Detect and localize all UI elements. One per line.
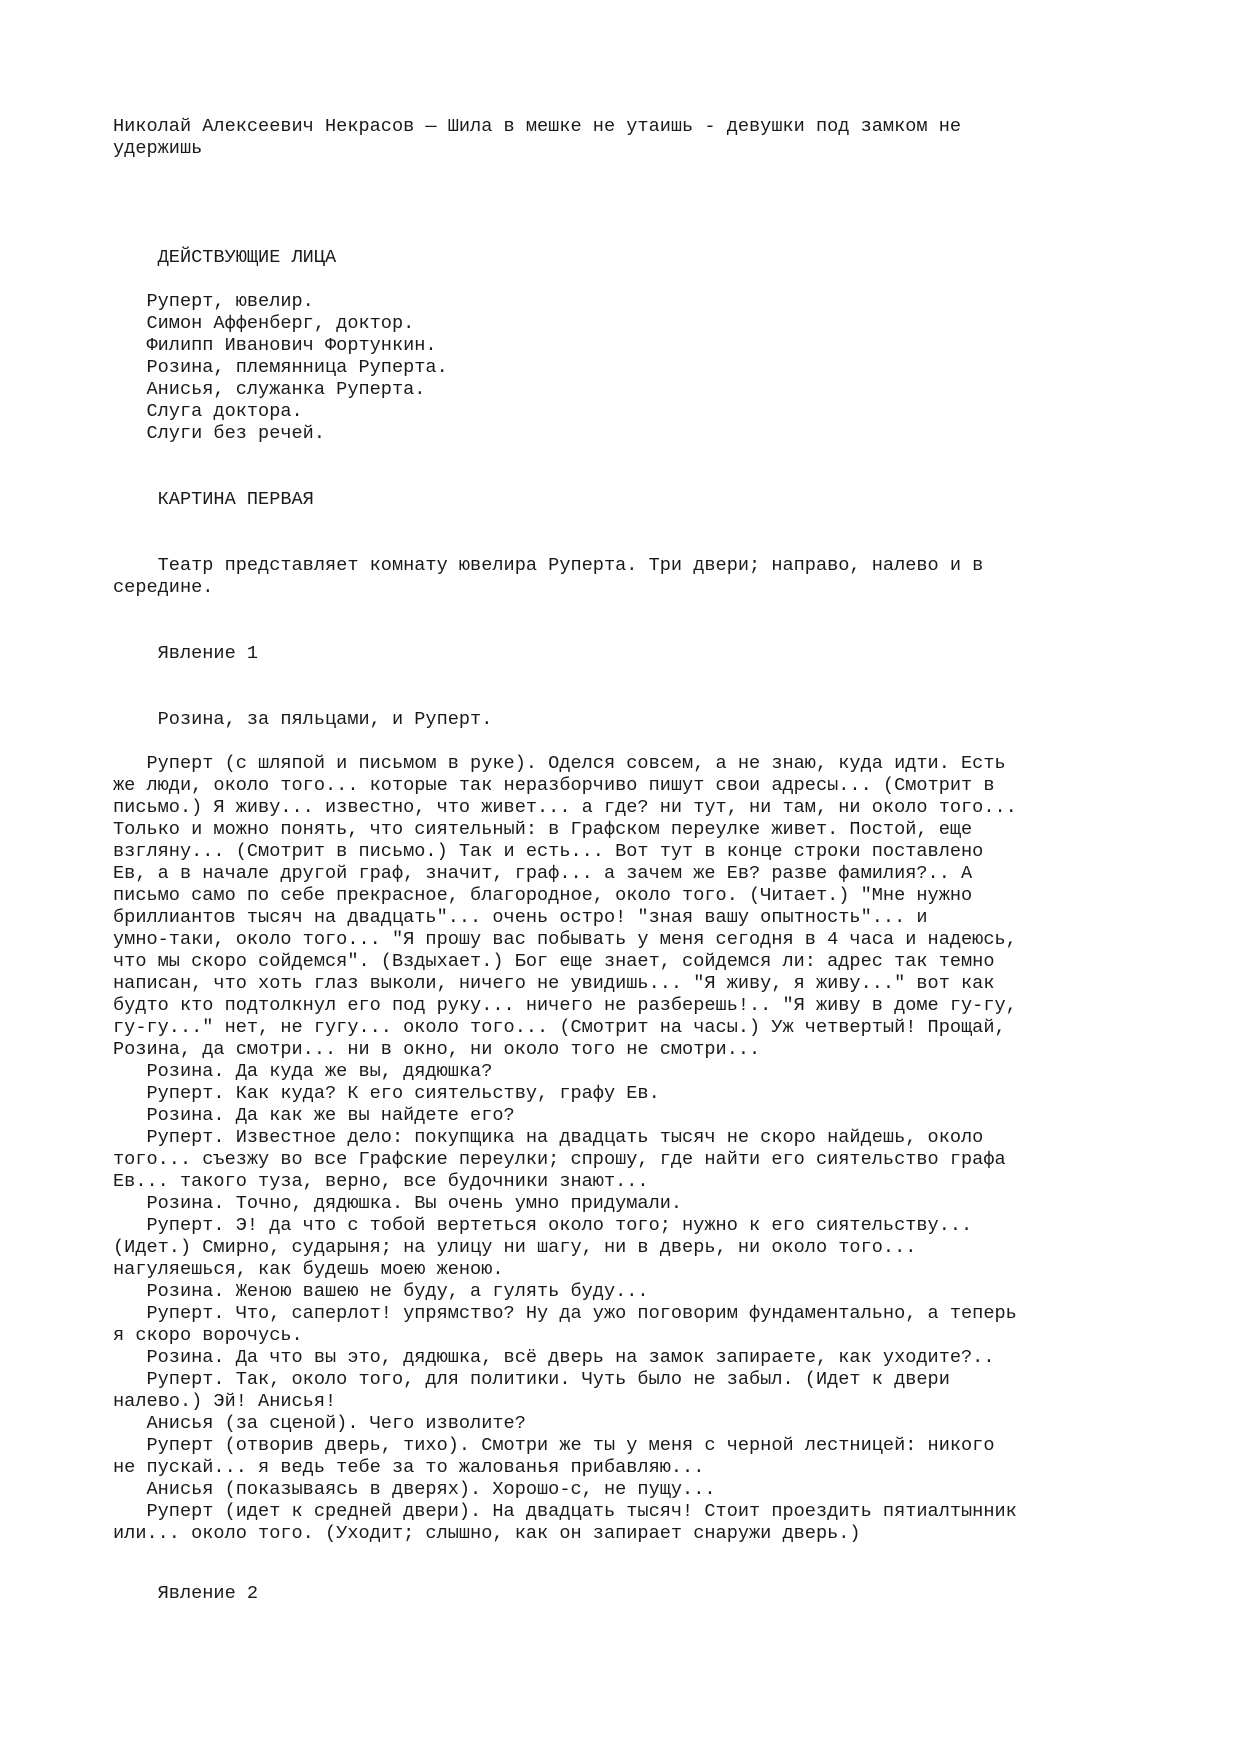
cast-list: Руперт, ювелир. Симон Аффенберг, доктор. Филипп Иванович Фортункин. Розина, племянница Руперта. Анисья, служанка Руперта. Слуга доктора. Слуги без речей. bbox=[146, 291, 448, 444]
dialogue-text: Руперт (с шляпой и письмом в руке). Оделся совсем, а не знаю, куда идти. Есть же люди, около того... которые так неразборчиво пишут свои адресы... (Смотрит в письмо.) Я живу... известно, что живет... а где? ни тут, ни там, ни около того... Только и можно понять, что сиятельный: в Графском переулке живет. Постой, еще взгляну... (Смотрит в письмо.) Так и есть... Вот тут в конце строки поставлено Ев, а в начале другой граф, значит, граф... а зачем же Ев? разве фамилия?.. А письмо само по себе прекрасное, благородное, около того. (Читает.) "Мне нужно бриллиантов тысяч на двадцать"... очень остро! "зная вашу опытность"... и умно-таки, около того... "Я прошу вас побывать у меня сегодня в 4 часа и надеюсь, что мы скоро сойдемся". (Вздыхает.) Бог еще знает, сойдемся ли: адрес так темно написан, что хоть глаз выколи, ничего не увидишь... "Я живу, я живу..." вот как будто кто подтолкнул его под руку... ничего не разберешь!.. "Я живу в доме гу-гу, гу-гу..." нет, не гугу... около того... (Смотрит на часы.) Уж четвертый! Прощай, Розина, да смотри... ни в окно, ни около того не смотри... Розина. Да куда же вы, дядюшка? Руперт. Как куда? К его сиятельству, графу Ев. Розина. Да как же вы найдете его? Руперт. Известное дело: покупщика на двадцать тысяч не скоро найдешь, около того... съезжу во все Графские переулки; спрошу, где найти его сиятельство графа Ев... такого туза, верно, все будочники знают... Розина. Точно, дядюшка. Вы очень умно придумали. Руперт. Э! да что с тобой вертеться около того; нужно к его сиятельству... (Идет.) Смирно, сударыня; на улицу ни шагу, ни в дверь, ни около того... нагуляешься, как будешь моею женою. Розина. Женою вашею не буду, а гулять буду... Руперт. Что, саперлот! упрямство? Ну да ужо поговорим фундаментально, а теперь я скоро ворочусь. Розина. Да что вы это, дядюшка, всё дверь на замок запираете, как уходите?.. Руперт. Так, около того, для политики. Чуть было не забыл. (Идет к двери налево.) Эй! Анисья! Анисья (за сценой). Чего изволите? Руперт (отворив дверь, тихо). Смотри же ты у меня с черной лестницей: никого не пускай... я ведь тебе за то жалованья прибавляю... Анисья (показываясь в дверях). Хорошо-с, не пущу... Руперт (идет к средней двери). На двадцать тысяч! Стоит проездить пятиалтынник или... около того. (Уходит; слышно, как он запирает снаружи дверь.) bbox=[113, 753, 1017, 1544]
act-heading-1: Явление 1 bbox=[113, 643, 259, 664]
document-title: Николай Алексеевич Некрасов — Шила в мешке не утаишь - девушки под замком не удержишь bbox=[113, 116, 962, 159]
characters-present: Розина, за пяльцами, и Руперт. bbox=[113, 709, 493, 730]
scene-heading: КАРТИНА ПЕРВАЯ bbox=[113, 489, 314, 510]
cast-heading: ДЕЙСТВУЮЩИЕ ЛИЦА bbox=[113, 247, 337, 268]
stage-direction: Театр представляет комнату ювелира Руперта. Три двери; направо, налево и в середине. bbox=[113, 555, 984, 598]
act-heading-2: Явление 2 bbox=[113, 1583, 259, 1604]
